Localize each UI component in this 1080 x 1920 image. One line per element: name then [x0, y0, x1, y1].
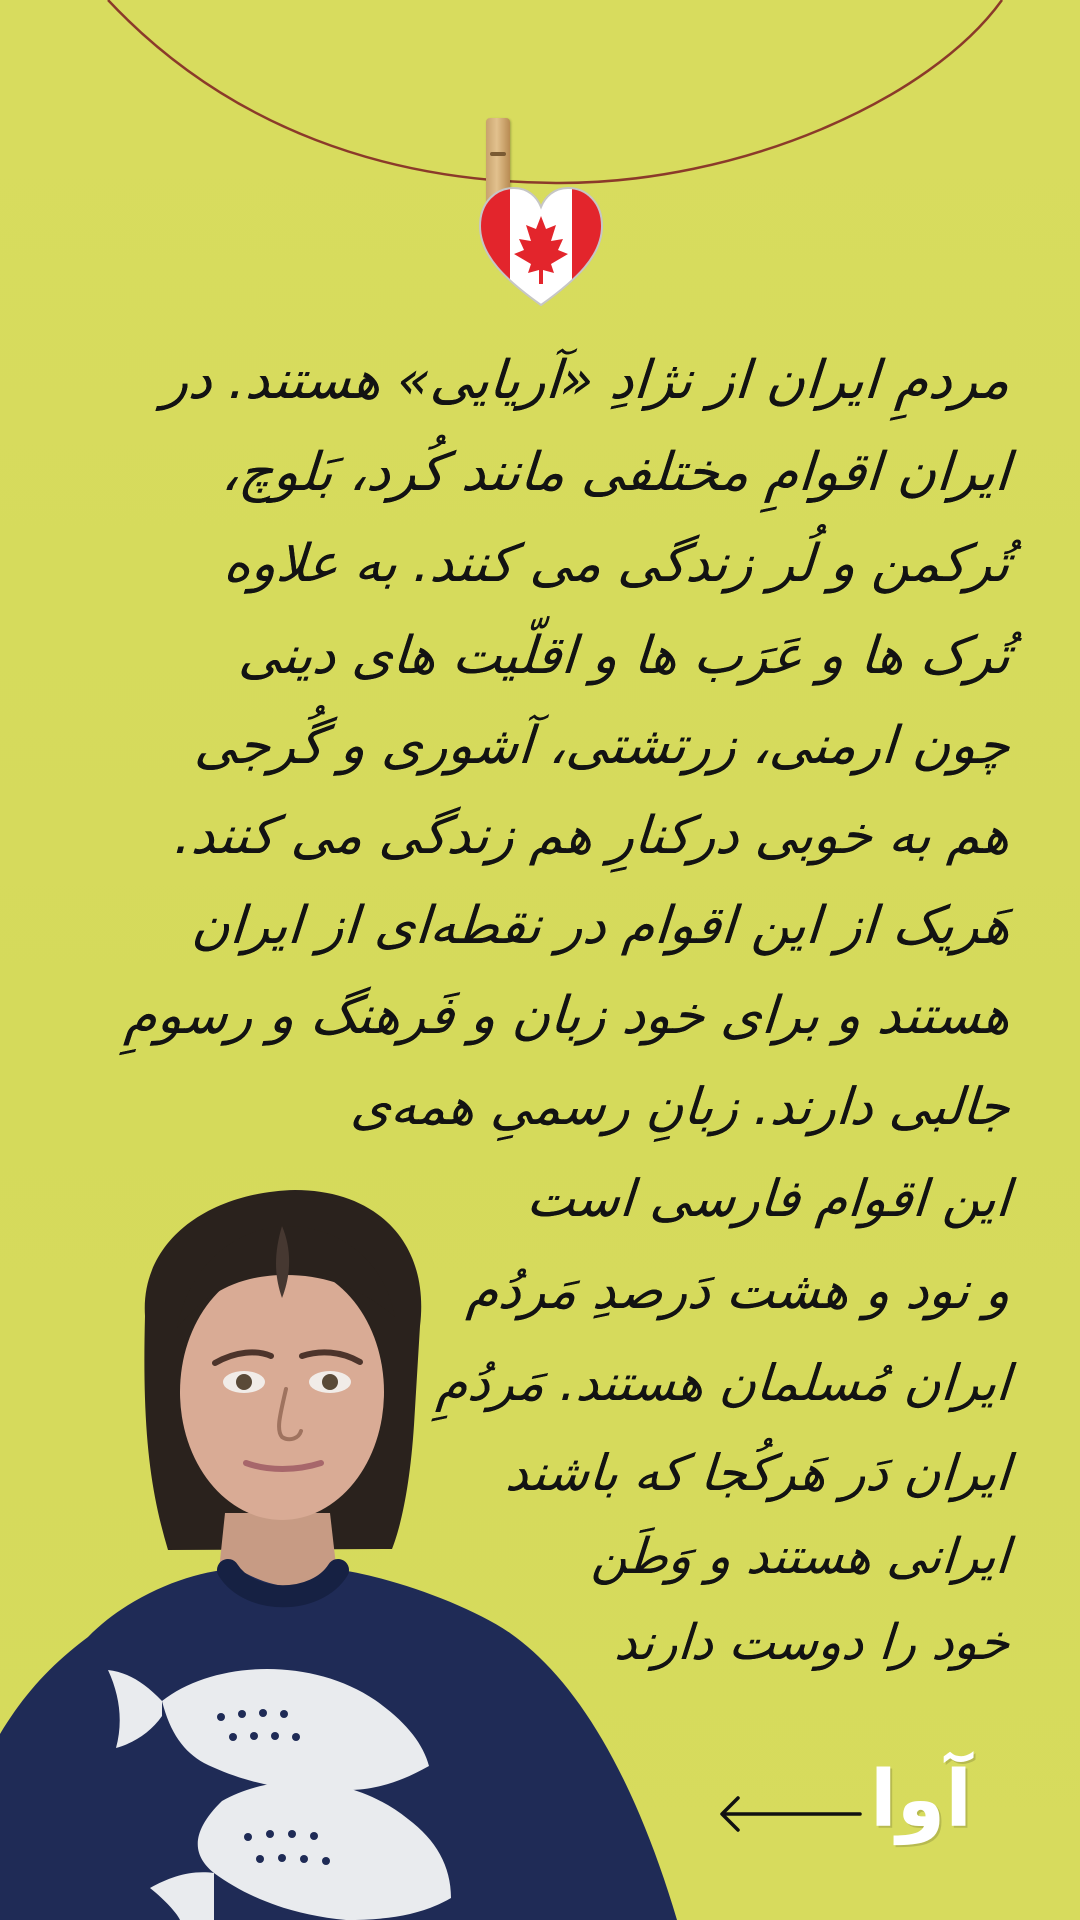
- poem-line: ایران اقوامِ مختلفی مانند کُرد، بَلوچ،: [219, 442, 1013, 503]
- poem-line: و نود و هشت دَرصدِ مَردُم: [464, 1262, 1013, 1321]
- left-arrow-icon: [716, 1793, 866, 1835]
- girl-portrait: [0, 1180, 720, 1920]
- poem-line: هَریک از این اقوام در نقطه‌ای از ایران: [189, 896, 1013, 956]
- poem-line: خود را دوست دارند: [613, 1614, 1012, 1671]
- poem-line: ایران مُسلمان هستند. مَردُمِ: [434, 1354, 1013, 1412]
- poem-line: چون ارمنی، زرتشتی، آشوری و گُرجی: [193, 716, 1013, 776]
- poem-line: ایران دَر هَرکُجا که باشند: [503, 1444, 1013, 1502]
- poem-line: مردمِ ایران از نژادِ «آریایی» هستند. در: [161, 350, 1013, 411]
- canada-flag-heart-icon: [472, 184, 610, 316]
- poem-line: تُرکمن و لُر زندگی می کنند. به علاوه: [222, 534, 1013, 594]
- poem-line: تُرک ها و عَرَب ها و اقلّیت های دینی: [236, 626, 1013, 686]
- speaker-name-label: آوا: [870, 1755, 972, 1845]
- poem-line: ایرانی هستند و وَطَن: [590, 1528, 1012, 1585]
- poem-line: هستند و برای خود زبان و فَرهنگ و رسومِ: [122, 986, 1013, 1046]
- poem-line: هم به خوبی درکنارِ هم زندگی می کنند.: [173, 806, 1013, 866]
- poem-line: جالبی دارند. زبانِ رسمیِ همه‌ی: [349, 1078, 1013, 1137]
- poem-line: این اقوام فارسی است: [524, 1170, 1013, 1229]
